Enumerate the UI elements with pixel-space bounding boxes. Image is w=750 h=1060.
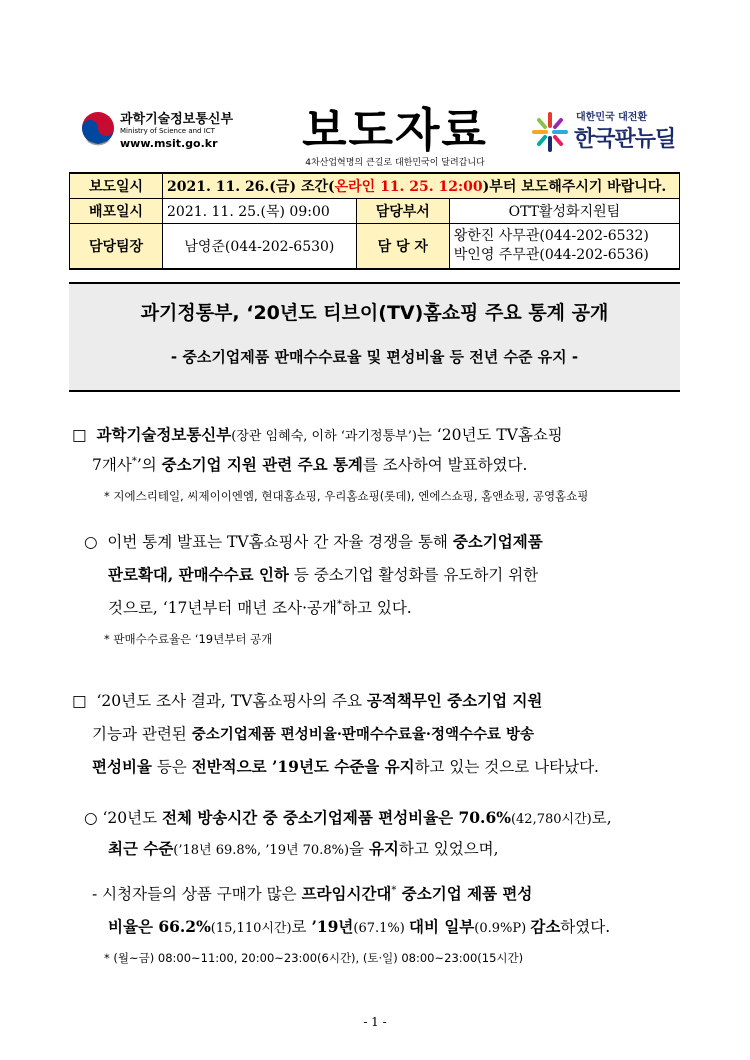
new-deal-star-icon bbox=[530, 110, 570, 154]
paragraph-3-line-1: □ ‘20년도 조사 결과, TV홈쇼핑사의 주요 공적책무인 중소기업 지원 bbox=[72, 691, 543, 710]
paragraph-4-line-1: ○ ‘20년도 전체 방송시간 중 중소기업제품 편성비율은 70.6%(42,780시간)로, bbox=[84, 808, 612, 827]
slogan: 4차산업혁명의 큰길로 대한민국이 달려갑니다 bbox=[305, 158, 485, 168]
footnote-2: * 판매수수료율은 ‘19년부터 공개 bbox=[104, 632, 273, 646]
paragraph-2-line-2 bbox=[108, 563, 538, 585]
p4-bold1: 전체 방송시간 중 중소기업제품 편성비율은 70.6% bbox=[161, 808, 511, 827]
p4-history: (’18년 69.8%, ’19년 70.8%) bbox=[173, 843, 350, 858]
p2-bold1: 중소기업제품 bbox=[452, 532, 543, 551]
p4-text4: 하고 있었으며, bbox=[398, 840, 499, 858]
p3-text1: ‘20년도 조사 결과, TV홈쇼핑사의 주요 bbox=[96, 692, 367, 710]
ministry-name-text: 과학기술정보통신부 bbox=[96, 425, 232, 444]
p5-bold5: 대비 일부 bbox=[408, 917, 475, 936]
p4-text2: 로, bbox=[591, 809, 612, 827]
release-date-text: 2021. 11. 26.(금) 조간( bbox=[167, 179, 335, 195]
p2-text1: 이번 통계 발표는 TV홈쇼핑사 간 자율 경쟁을 통해 bbox=[107, 533, 453, 551]
p4-text3: 을 bbox=[349, 840, 369, 858]
release-date-label: 보도일시 bbox=[70, 173, 163, 199]
release-date-row bbox=[70, 173, 680, 199]
p5-text2: 로 bbox=[291, 918, 312, 936]
online-release-time: 온라인 11. 25. 12:00 bbox=[334, 179, 483, 195]
team-lead-label: 담당팀장 bbox=[70, 224, 163, 270]
p1-text3: 를 조사하여 발표하였다. bbox=[362, 456, 528, 474]
p3-bold1: 공적책무인 중소기업 지원 bbox=[366, 691, 543, 710]
p4-hours: (42,780시간) bbox=[510, 812, 592, 827]
p1-text: 는 ‘20년도 TV홈쇼핑 bbox=[416, 426, 563, 444]
p5-prev: (67.1%) bbox=[353, 921, 409, 936]
ministry-name: 과학기술정보통신부 bbox=[120, 112, 234, 127]
p5-bold3: 비율은 66.2% bbox=[108, 917, 211, 936]
page-number: - 1 - bbox=[363, 1015, 387, 1029]
paragraph-5-line-2 bbox=[108, 915, 610, 937]
korean-new-deal-logo bbox=[530, 108, 690, 158]
p1-bold: 중소기업 지원 관련 주요 통계 bbox=[161, 455, 363, 474]
release-info-table bbox=[69, 172, 680, 270]
department-label: 담당부서 bbox=[356, 199, 449, 224]
footnote-1: * 지에스리테일, 씨제이이엔엠, 현대홈쇼핑, 우리홈쇼핑(롯데), 엔에스쇼핑, 홈앤쇼핑, 공영홈쇼핑 bbox=[104, 489, 589, 503]
p1-seven: 7개사 bbox=[92, 456, 132, 474]
staff-2: 박인영 주무관(044-202-6536) bbox=[453, 247, 649, 263]
paragraph-1-line-2: 7개사*’의 중소기업 지원 관련 주요 통계를 조사하여 발표하였다. bbox=[92, 455, 528, 474]
p2-text3: 것으로, ‘17년부터 매년 조사·공개 bbox=[108, 599, 337, 617]
paragraph-4-line-2 bbox=[108, 837, 499, 859]
new-deal-tagline: 대한민국 대전환 bbox=[576, 112, 648, 123]
p3-text3: 등은 bbox=[151, 758, 192, 776]
p4-bold2: 최근 수준 bbox=[108, 839, 174, 858]
paragraph-3-line-3 bbox=[92, 755, 599, 777]
p5-bold4: ’19년 bbox=[311, 917, 354, 936]
p2-bold2: 판로확대, 판매수수료 인하 bbox=[108, 565, 289, 584]
p3-text4: 하고 있는 것으로 나타났다. bbox=[414, 758, 599, 776]
p4-bold3: 유지 bbox=[368, 839, 399, 858]
distribution-value: 2021. 11. 25.(목) 09:00 bbox=[163, 199, 357, 224]
staff-label: 담 당 자 bbox=[356, 224, 449, 270]
release-date-suffix: )부터 보도해주시기 바랍니다. bbox=[482, 179, 667, 195]
department-value: OTT활성화지원팀 bbox=[449, 199, 679, 224]
new-deal-title: 한국판뉴딜 bbox=[574, 127, 676, 152]
headline-main: 과기정통부, ‘20년도 티브이(TV)홈쇼핑 주요 통계 공개 bbox=[140, 302, 609, 324]
footnote-3: * (월~금) 08:00~11:00, 20:00~23:00(6시간), (토·일) 08:00~23:00(15시간) bbox=[104, 951, 524, 965]
p2-text4: 하고 있다. bbox=[341, 599, 412, 617]
press-release-title: 보도자료 bbox=[302, 103, 488, 157]
p3-bold3: 편성비율 bbox=[92, 757, 152, 776]
paragraph-2-line-3: 것으로, ‘17년부터 매년 조사·공개*하고 있다. bbox=[108, 598, 412, 617]
p5-bold6: 감소 bbox=[530, 917, 561, 936]
staff-value bbox=[449, 224, 679, 270]
distribution-label: 배포일시 bbox=[70, 199, 163, 224]
paragraph-5-line-1: - 시청자들의 상품 구매가 많은 프라임시간대* 중소기업 제품 편성 bbox=[92, 884, 533, 903]
headline-box bbox=[69, 282, 680, 392]
release-date-value bbox=[163, 173, 680, 199]
msit-logo bbox=[78, 106, 253, 156]
distribution-row bbox=[70, 199, 680, 224]
contact-row bbox=[70, 224, 680, 270]
ministry-note: (장관 임혜숙, 이하 ‘과기정통부’) bbox=[231, 429, 417, 444]
ministry-url: www.msit.go.kr bbox=[120, 137, 218, 150]
taegeuk-icon bbox=[80, 110, 116, 146]
headline-sub: - 중소기업제품 판매수수료율 및 편성비율 등 전년 수준 유지 - bbox=[170, 348, 579, 366]
paragraph-3-line-2 bbox=[92, 722, 534, 744]
team-lead-value: 남영준(044-202-6530) bbox=[163, 224, 357, 270]
p3-bold4: 전반적으로 ’19년도 수준을 유지 bbox=[191, 757, 415, 776]
staff-1: 왕한진 사무관(044-202-6532) bbox=[453, 228, 649, 244]
p1-text2: ’의 bbox=[136, 456, 162, 474]
p4-text1: ‘20년도 bbox=[102, 809, 162, 827]
paragraph-2-line-1: ○ 이번 통계 발표는 TV홈쇼핑사 간 자율 경쟁을 통해 중소기업제품 bbox=[84, 532, 543, 551]
p5-text1: - 시청자들의 상품 구매가 많은 bbox=[92, 885, 302, 903]
paragraph-1-line-1: □ 과학기술정보통신부(장관 임혜숙, 이하 ‘과기정통부’)는 ‘20년도 TV홈쇼핑 bbox=[72, 425, 563, 444]
p2-text2: 등 중소기업 활성화를 유도하기 위한 bbox=[288, 566, 539, 584]
p5-bold1: 프라임시간대 bbox=[301, 884, 392, 903]
p3-bold2: 중소기업제품 편성비율·판매수수료율·정액수수료 방송 bbox=[191, 726, 535, 743]
p5-diff: (0.9%P) bbox=[474, 921, 531, 936]
p5-hours: (15,110시간) bbox=[210, 921, 292, 936]
p3-text2: 기능과 관련된 bbox=[92, 725, 192, 743]
ministry-english-name: Ministry of Science and ICT bbox=[120, 127, 215, 135]
p5-bold2: 중소기업 제품 편성 bbox=[396, 884, 533, 903]
p5-text3: 하였다. bbox=[560, 918, 611, 936]
